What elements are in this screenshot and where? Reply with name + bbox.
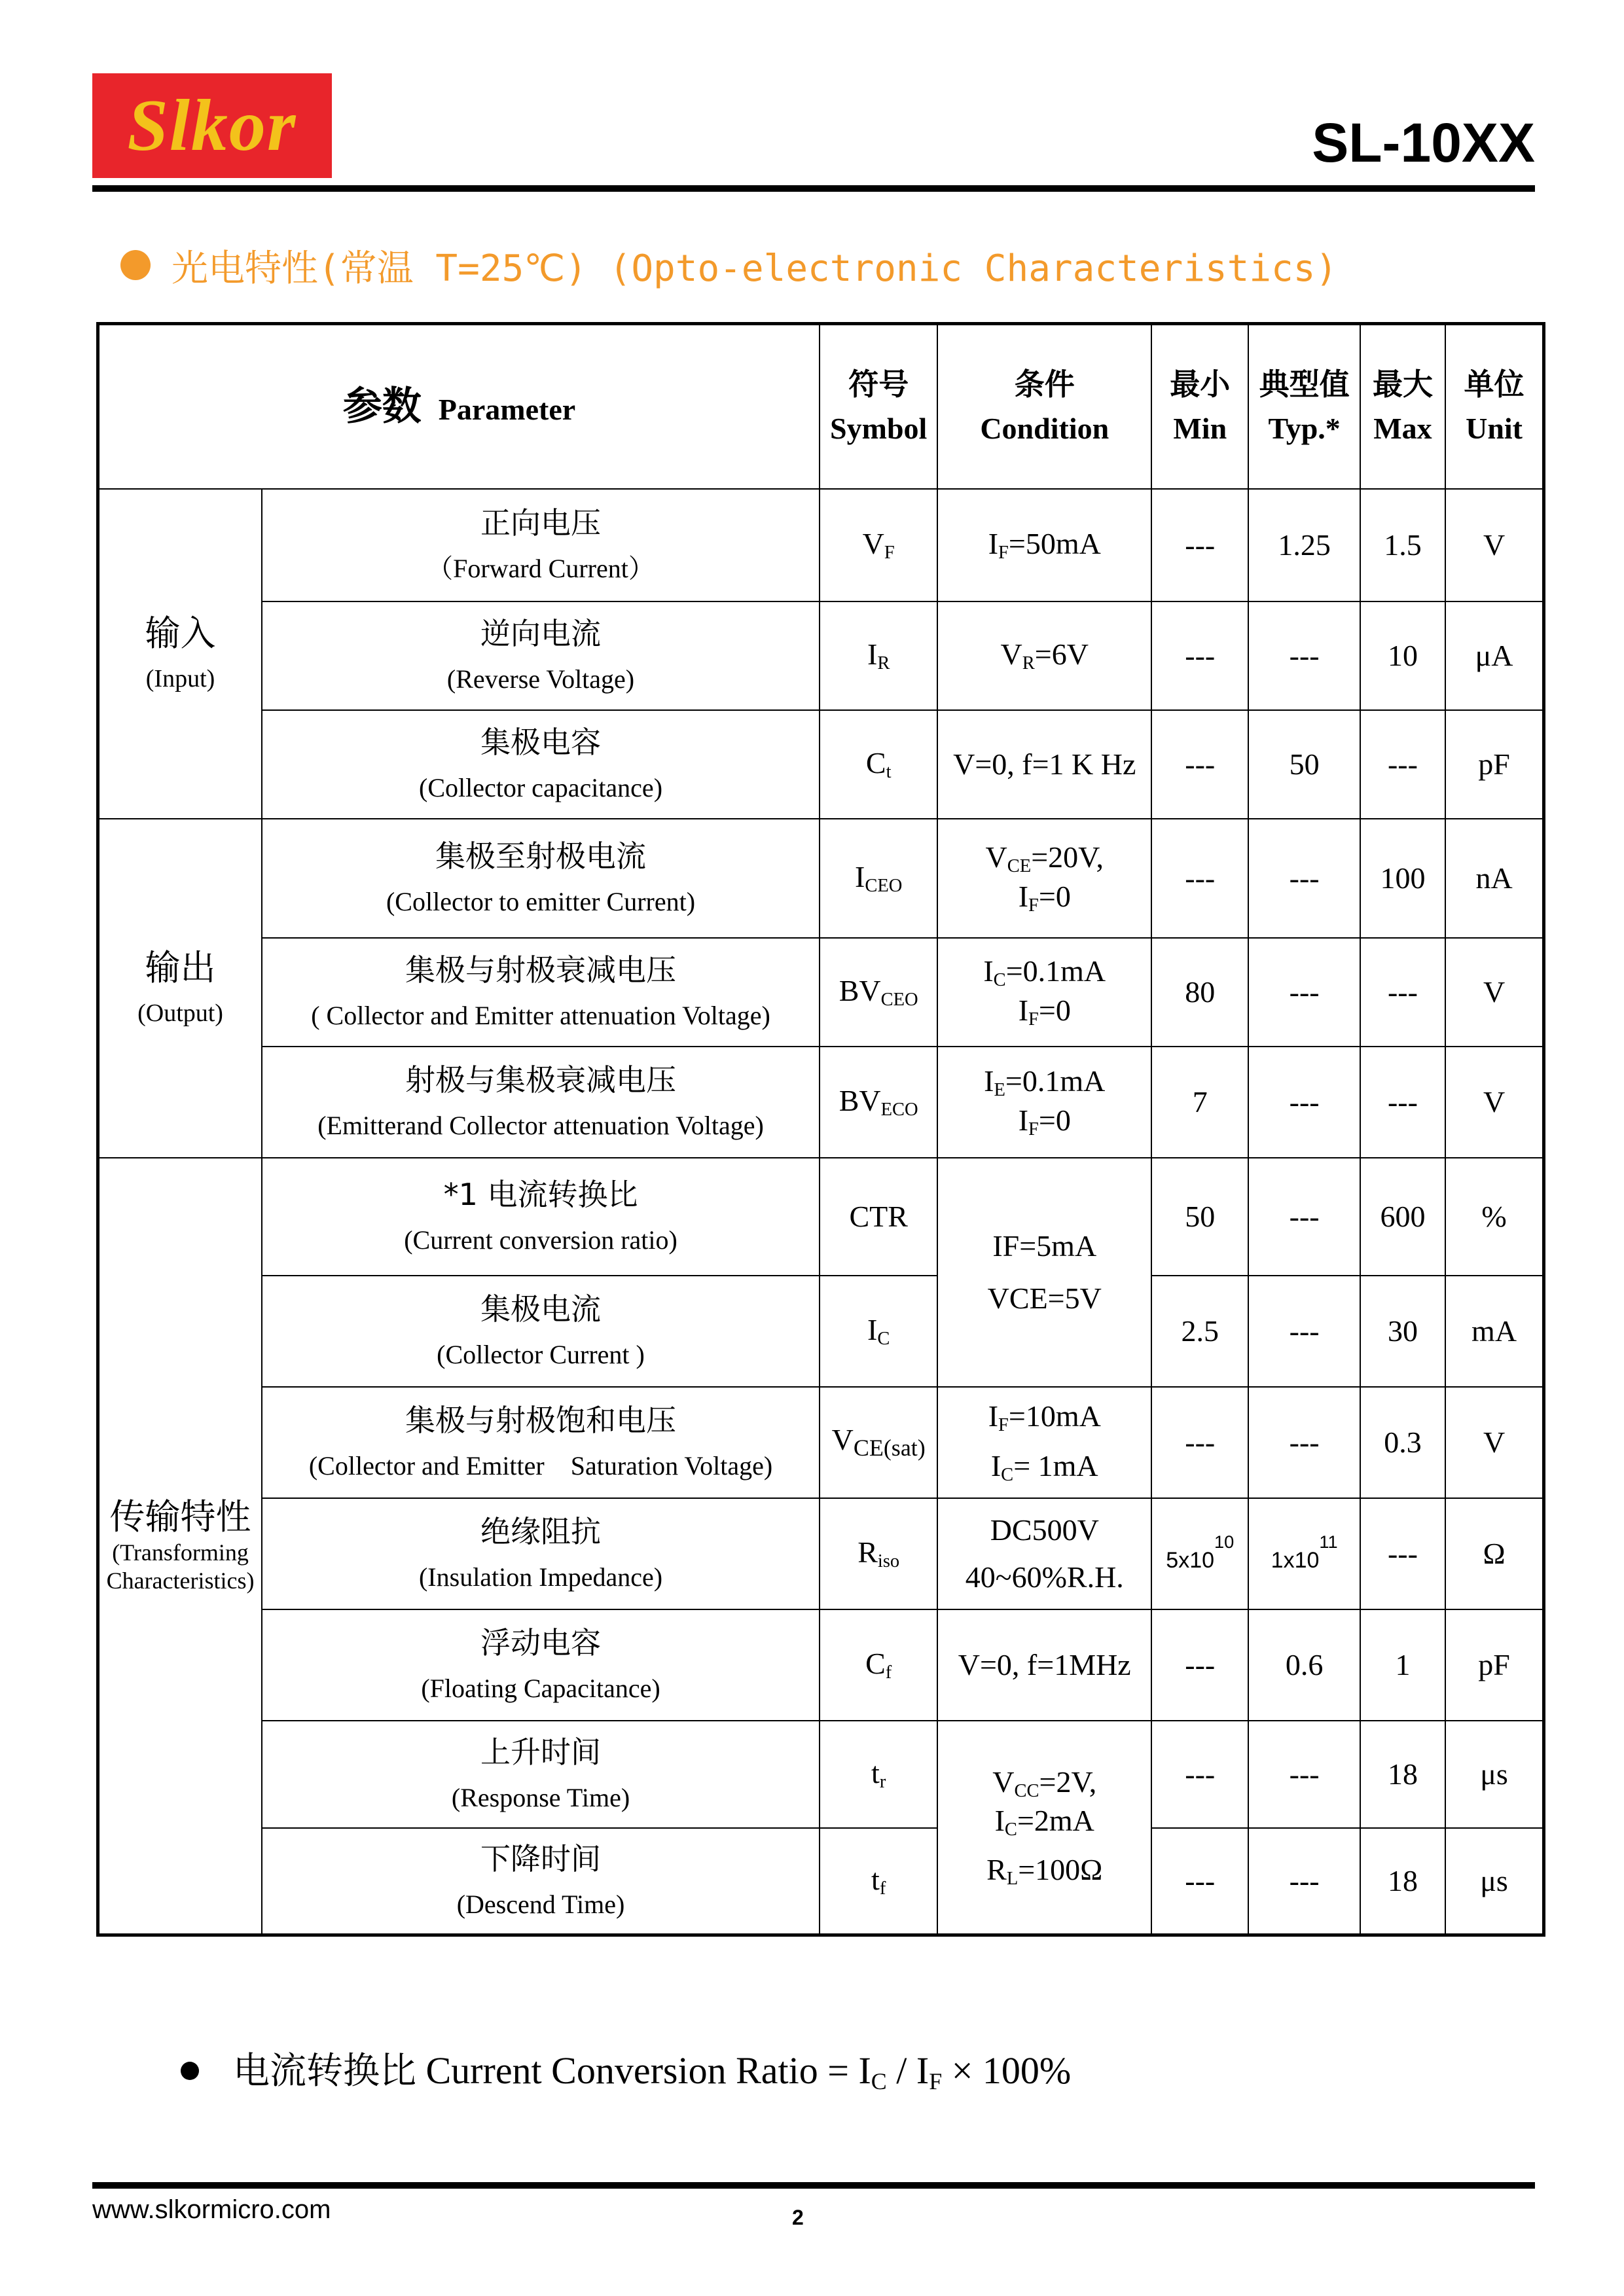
param-max: 1 (1360, 1609, 1445, 1721)
param-max: 30 (1360, 1276, 1445, 1387)
param-min: --- (1151, 710, 1248, 819)
param-symbol: $I_C$ (820, 1276, 937, 1387)
param-condition: $V_{CE}=20V$, $I_F=0$ (937, 819, 1151, 938)
table-row (98, 1498, 1544, 1609)
param-min: 2.5 (1151, 1276, 1248, 1387)
param-name: 集极与射极饱和电压 (Collector and Emitter Saturation Voltage) (262, 1387, 820, 1498)
param-name: 集极与射极衰减电压 ( Collector and Emitter attenuation Voltage) (262, 938, 820, 1047)
header-rule (92, 185, 1535, 192)
param-symbol: $I_{CEO}$ (820, 819, 937, 938)
param-min: 7 (1151, 1047, 1248, 1158)
param-symbol: $t_r$ (820, 1721, 937, 1828)
param-typ: 0.6 (1248, 1609, 1360, 1721)
bullet-icon (120, 250, 151, 280)
brand-logo (92, 73, 332, 178)
param-min: --- (1151, 601, 1248, 710)
param-max: 18 (1360, 1721, 1445, 1828)
param-max: 10 (1360, 601, 1445, 710)
bullet-icon (181, 2062, 199, 2080)
header-unit: 单位 Unit (1445, 324, 1543, 489)
param-min: --- (1151, 819, 1248, 938)
header-max: 最大 Max (1360, 324, 1445, 489)
param-typ: --- (1248, 938, 1360, 1047)
table-row (98, 938, 1544, 1047)
table-row (98, 1047, 1544, 1158)
param-min: --- (1151, 1828, 1248, 1935)
param-min: --- (1151, 489, 1248, 601)
param-name: 射极与集极衰减电压 (Emitterand Collector attenuation Voltage) (262, 1047, 820, 1158)
param-condition: $I_E=0.1mA$ $I_F=0$ (937, 1047, 1151, 1158)
param-condition: $V_R=6V$ (937, 601, 1151, 710)
header-typ: 典型值 Typ.* (1248, 324, 1360, 489)
param-symbol: $BV_{ECO}$ (820, 1047, 937, 1158)
param-typ: --- (1248, 1047, 1360, 1158)
header-condition: 条件 Condition (937, 324, 1151, 489)
param-condition: $I_C=0.1mA$ $I_F=0$ (937, 938, 1151, 1047)
param-condition: IF=5mA VCE=5V (937, 1158, 1151, 1387)
model-number: SL-10XX (1312, 112, 1535, 173)
param-symbol: CTR (820, 1158, 937, 1276)
section-title: 光电特性(常温 T=25℃) (Opto-electronic Characteristics) (171, 247, 1338, 290)
param-typ: --- (1248, 1387, 1360, 1498)
param-unit: μs (1445, 1828, 1543, 1935)
header-min: 最小 Min (1151, 324, 1248, 489)
param-min: 80 (1151, 938, 1248, 1047)
param-max: --- (1360, 1498, 1445, 1609)
param-name: 集极电容 (Collector capacitance) (262, 710, 820, 819)
logo-text: Slkor (127, 84, 297, 166)
website-link[interactable]: www.slkormicro.com (92, 2195, 331, 2224)
param-typ: --- (1248, 1721, 1360, 1828)
param-typ: --- (1248, 1276, 1360, 1387)
param-unit: V (1445, 938, 1543, 1047)
param-typ: --- (1248, 601, 1360, 710)
param-max: 1.5 (1360, 489, 1445, 601)
table-row (98, 1828, 1544, 1935)
ctr-formula: 电流转换比 Current Conversion Ratio = $I_C / I_F \times 100\%$ (233, 2049, 1072, 2094)
param-min: $5x10^{10}$ (1151, 1498, 1248, 1609)
param-name: 集极至射极电流 (Collector to emitter Current) (262, 819, 820, 938)
param-unit: μA (1445, 601, 1543, 710)
param-symbol: $I_R$ (820, 601, 937, 710)
param-unit: V (1445, 1047, 1543, 1158)
param-unit: V (1445, 489, 1543, 601)
param-name: 绝缘阻抗 (Insulation Impedance) (262, 1498, 820, 1609)
param-typ: --- (1248, 819, 1360, 938)
param-name: 下降时间 (Descend Time) (262, 1828, 820, 1935)
table-header-row (98, 324, 1544, 489)
param-unit: μs (1445, 1721, 1543, 1828)
param-unit: % (1445, 1158, 1543, 1276)
table-row (98, 1387, 1544, 1498)
param-max: 18 (1360, 1828, 1445, 1935)
param-condition: DC500V 40~60%R.H. (937, 1498, 1151, 1609)
param-max: 0.3 (1360, 1387, 1445, 1498)
param-name: 正向电压 （Forward Current） (262, 489, 820, 601)
group-transfer: 传输特性 (Transforming Characteristics) (98, 1158, 262, 1935)
param-max: 600 (1360, 1158, 1445, 1276)
table-row (98, 489, 1544, 601)
param-typ: 1.25 (1248, 489, 1360, 601)
param-symbol: $V_F$ (820, 489, 937, 601)
param-max: --- (1360, 1047, 1445, 1158)
param-max: --- (1360, 710, 1445, 819)
table-row (98, 710, 1544, 819)
param-symbol: $C_f$ (820, 1609, 937, 1721)
param-min: 50 (1151, 1158, 1248, 1276)
param-unit: pF (1445, 1609, 1543, 1721)
param-max: 100 (1360, 819, 1445, 938)
characteristics-table (96, 322, 1545, 1937)
param-name: 上升时间 (Response Time) (262, 1721, 820, 1828)
param-max: --- (1360, 938, 1445, 1047)
header-parameter: 参数 Parameter (98, 324, 820, 489)
param-unit: pF (1445, 710, 1543, 819)
param-unit: nA (1445, 819, 1543, 938)
group-output: 输出 (Output) (98, 819, 262, 1158)
param-min: --- (1151, 1609, 1248, 1721)
param-min: --- (1151, 1721, 1248, 1828)
param-symbol: $BV_{CEO}$ (820, 938, 937, 1047)
param-name: 逆向电流 (Reverse Voltage) (262, 601, 820, 710)
table-row (98, 1609, 1544, 1721)
table-row (98, 1276, 1544, 1387)
header-symbol: 符号 Symbol (820, 324, 937, 489)
param-condition: $I_F=10mA$ $I_C= 1mA$ (937, 1387, 1151, 1498)
param-min: --- (1151, 1387, 1248, 1498)
table-row (98, 1158, 1544, 1276)
param-typ: --- (1248, 1828, 1360, 1935)
param-name: 集极电流 (Collector Current ) (262, 1276, 820, 1387)
param-symbol: $V_{CE(sat)}$ (820, 1387, 937, 1498)
param-symbol: $t_f$ (820, 1828, 937, 1935)
group-input: 输入 (Input) (98, 489, 262, 819)
param-unit: Ω (1445, 1498, 1543, 1609)
table-row (98, 1721, 1544, 1828)
param-typ: --- (1248, 1158, 1360, 1276)
param-condition: $I_F=50mA$ (937, 489, 1151, 601)
param-name: *1 电流转换比 (Current conversion ratio) (262, 1158, 820, 1276)
param-condition: $V_{CC}=2V$, $I_C=2mA$ $R_L=100\Omega$ (937, 1721, 1151, 1935)
param-symbol: $R_{iso}$ (820, 1498, 937, 1609)
param-condition: V=0, f=1 K Hz (937, 710, 1151, 819)
page-number: 2 (792, 2206, 804, 2229)
param-typ: 50 (1248, 710, 1360, 819)
table-row (98, 819, 1544, 938)
param-name: 浮动电容 (Floating Capacitance) (262, 1609, 820, 1721)
param-unit: V (1445, 1387, 1543, 1498)
table-row (98, 601, 1544, 710)
footer-rule (92, 2182, 1535, 2189)
param-symbol: $C_t$ (820, 710, 937, 819)
param-typ: $1x10^{11}$ (1248, 1498, 1360, 1609)
param-unit: mA (1445, 1276, 1543, 1387)
param-condition: V=0, f=1MHz (937, 1609, 1151, 1721)
